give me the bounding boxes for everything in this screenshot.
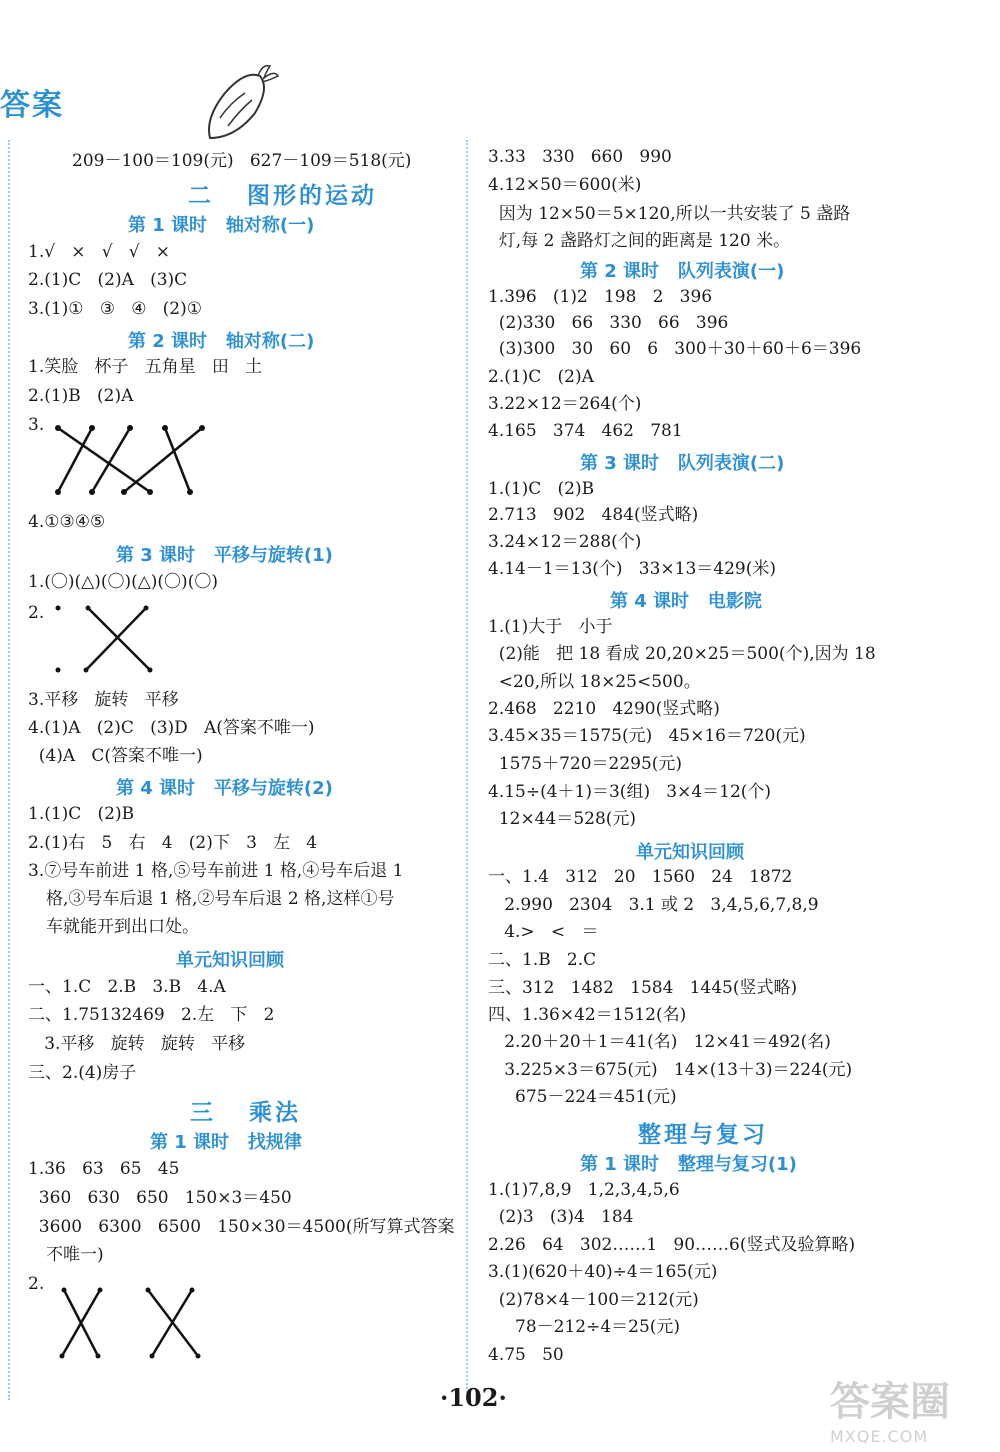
lesson-title: 第 2 课时 队列表演(一) (580, 261, 785, 282)
answer-line: 1.(1)大于 小于 (488, 617, 613, 637)
lesson-title: 第 2 课时 轴对称(二) (128, 331, 315, 352)
answer-line: 3600 6300 6500 150×30＝4500(所写算式答案 (28, 1217, 455, 1237)
review-title: 单元知识回顾 (176, 950, 284, 971)
answer-line: 1.笑脸 杯子 五角星 田 土 (28, 357, 263, 377)
matching-lines-figure (50, 420, 220, 500)
lesson-title: 第 3 课时 队列表演(二) (580, 453, 785, 474)
answer-line: (3)300 30 60 6 300＋30＋60＋6＝396 (488, 339, 862, 359)
answer-line: (2)330 66 330 66 396 (488, 313, 729, 333)
answer-line: 4.75 50 (488, 1345, 564, 1365)
answer-header-title: 答案 (0, 88, 64, 123)
answer-line: 2.990 2304 3.1 或 2 3,4,5,6,7,8,9 (488, 895, 819, 915)
matching-cross-figure (52, 1282, 222, 1366)
answer-line: 因为 12×50＝5×120,所以一共安装了 5 盏路 (488, 204, 851, 224)
answer-line: 3.平移 旋转 旋转 平移 (28, 1034, 246, 1054)
top-equation-line: 209－100＝109(元) 627－109＝518(元) (72, 151, 412, 171)
watermark-sub-text: MXQE.COM (830, 1427, 929, 1446)
answer-line: 2.26 64 302……1 90……6(竖式及验算略) (488, 1235, 856, 1255)
answer-line: 1.√ × √ √ × (28, 242, 171, 262)
answer-line: 3.(1)(620＋40)÷4＝165(元) (488, 1262, 718, 1282)
answer-line: 4.①③④⑤ (28, 512, 106, 532)
answer-line: 3.45×35＝1575(元) 45×16＝720(元) (488, 726, 806, 746)
answer-line: 一、1.C 2.B 3.B 4.A (28, 977, 226, 997)
answer-line: 2. (28, 603, 45, 623)
answer-line: 一、1.4 312 20 1560 24 1872 (488, 867, 793, 887)
answer-line: 不唯一) (46, 1245, 104, 1265)
answer-line: 1.(〇)(△)(〇)(△)(〇)(〇) (28, 572, 218, 592)
answer-line: 四、1.36×42＝1512(名) (488, 1005, 687, 1025)
lesson-title: 第 1 课时 找规律 (150, 1132, 302, 1153)
answer-line: 3.24×12＝288(个) (488, 532, 642, 552)
answer-line: 三、312 1482 1584 1445(竖式略) (488, 978, 798, 998)
lesson-title: 第 1 课时 整理与复习(1) (580, 1154, 797, 1175)
answer-line: 4.15÷(4＋1)＝3(组) 3×4＝12(个) (488, 782, 772, 802)
answer-line: 3.平移 旋转 平移 (28, 690, 179, 710)
left-margin-divider (8, 140, 10, 1400)
answer-line: (2)能 把 18 看成 20,20×25＝500(个),因为 18 (488, 644, 876, 664)
watermark-logo (830, 1370, 950, 1446)
lesson-title: 第 1 课时 轴对称(一) (128, 215, 315, 236)
column-divider (466, 140, 468, 1400)
answer-line: 2. (28, 1274, 45, 1294)
unit-title: 二 图形的运动 (188, 183, 378, 209)
answer-line: 4.165 374 462 781 (488, 421, 683, 441)
answer-line: 二、1.B 2.C (488, 950, 597, 970)
answer-line: (2)78×4－100＝212(元) (488, 1290, 699, 1310)
rotation-lines-figure (50, 598, 170, 678)
answer-line: 车就能开到出口处。 (46, 917, 199, 937)
lesson-title: 第 4 课时 电影院 (610, 591, 762, 612)
answer-line: 78－212÷4＝25(元) (488, 1317, 681, 1337)
answer-line: 1.(1)C (2)B (488, 479, 595, 499)
review-title: 单元知识回顾 (636, 842, 744, 863)
answer-line: 1.(1)7,8,9 1,2,3,4,5,6 (488, 1180, 680, 1200)
answer-line: 3.225×3＝675(元) 14×(13＋3)＝224(元) (488, 1060, 853, 1080)
answer-line: 3.22×12＝264(个) (488, 394, 642, 414)
answer-line: 2.(1)C (2)A (488, 367, 594, 387)
answer-line: 3. (28, 415, 45, 435)
answer-line: 3.(1)① ③ ④ (2)① (28, 299, 202, 319)
answer-line: 2.(1)C (2)A (3)C (28, 270, 188, 290)
page-number: ·102· (440, 1383, 507, 1412)
carrot-illustration-icon (200, 58, 290, 148)
answer-line: (4)A C(答案不唯一) (28, 746, 203, 766)
answer-line: 1575＋720＝2295(元) (488, 754, 683, 774)
answer-line: 二、1.75132469 2.左 下 2 (28, 1005, 275, 1025)
answer-line: (2)3 (3)4 184 (488, 1207, 634, 1227)
unit-title: 整理与复习 (638, 1122, 768, 1148)
answer-line: 2.(1)右 5 右 4 (2)下 3 左 4 (28, 833, 318, 853)
answer-line: 2.468 2210 4290(竖式略) (488, 699, 720, 719)
answer-line: 灯,每 2 盏路灯之间的距离是 120 米。 (488, 231, 791, 251)
answer-line: 360 630 650 150×3＝450 (28, 1188, 292, 1208)
answer-line: 4.12×50＝600(米) (488, 175, 642, 195)
answer-line: 3.⑦号车前进 1 格,⑤号车前进 1 格,④号车后退 1 (28, 861, 404, 881)
answer-line: 2.(1)B (2)A (28, 386, 134, 406)
unit-title: 三 乘法 (190, 1100, 302, 1126)
answer-line: 2.713 902 484(竖式略) (488, 505, 699, 525)
answer-line: <20,所以 18×25<500。 (488, 672, 701, 692)
answer-line: 1.396 (1)2 198 2 396 (488, 287, 713, 307)
answer-line: 2.20＋20＋1＝41(名) 12×41＝492(名) (488, 1032, 831, 1052)
answer-line: 3.33 330 660 990 (488, 147, 672, 167)
answer-line: 格,③号车后退 1 格,②号车后退 2 格,这样①号 (46, 889, 395, 909)
answer-line: 4.14－1＝13(个) 33×13＝429(米) (488, 559, 776, 579)
answer-line: 三、2.(4)房子 (28, 1063, 137, 1083)
answer-line: 1.(1)C (2)B (28, 804, 135, 824)
answer-line: 4.(1)A (2)C (3)D A(答案不唯一) (28, 718, 315, 738)
lesson-title: 第 3 课时 平移与旋转(1) (116, 545, 333, 566)
answer-line: 4.> < ＝ (488, 922, 599, 942)
answer-line: 675－224＝451(元) (488, 1087, 677, 1107)
answer-line: 12×44＝528(元) (488, 809, 637, 829)
answer-line: 1.36 63 65 45 (28, 1159, 180, 1179)
lesson-title: 第 4 课时 平移与旋转(2) (116, 778, 333, 799)
watermark-main-text: 答案圈 (830, 1379, 950, 1425)
